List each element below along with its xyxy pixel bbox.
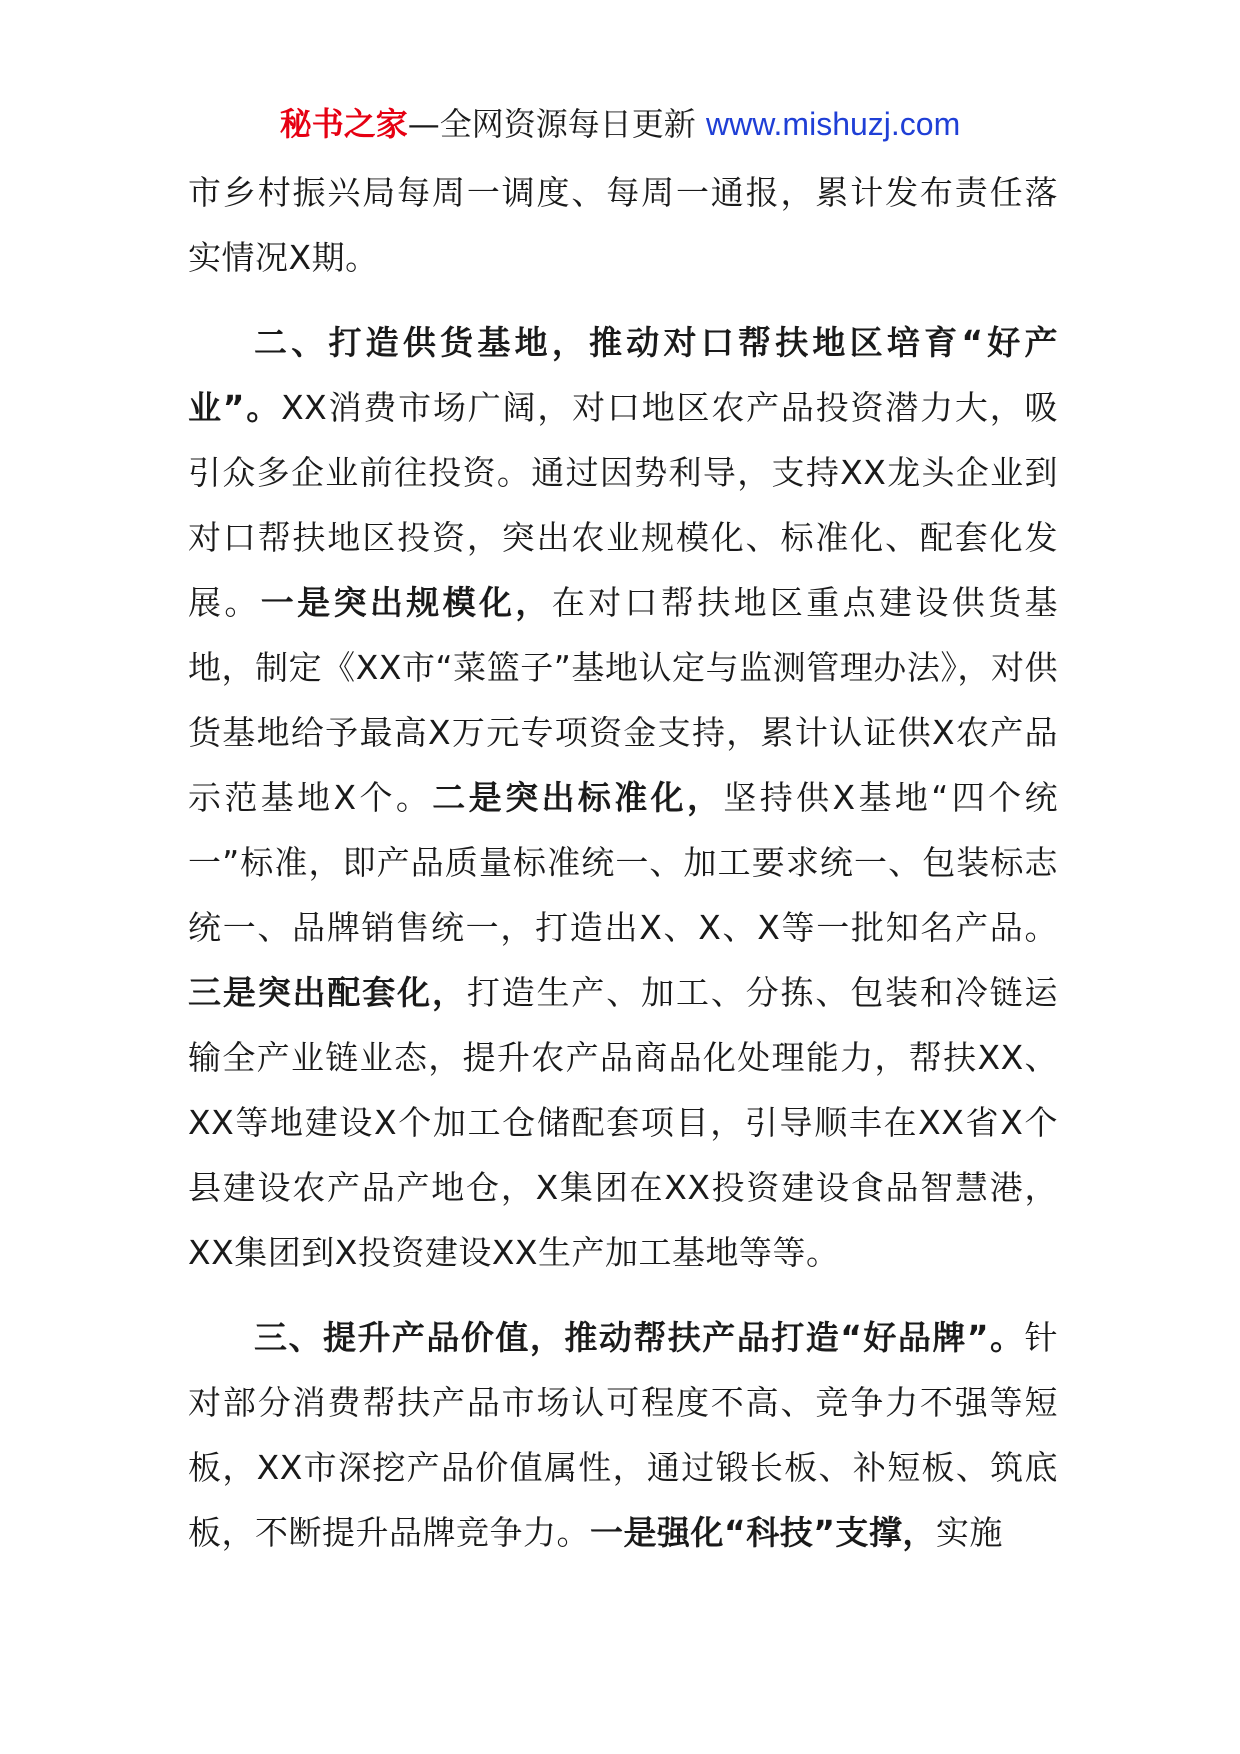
section-heading: 三、提升产品价值，推动帮扶产品打造“好品牌”。 <box>254 1318 1025 1357</box>
point-heading: 一是强化“科技”支撑， <box>590 1513 936 1552</box>
paragraph-text: XX消费市场广阔，对口地区农产品投资潜力大，吸引众多企业前往投资。通过因势利导，支持XX龙头企业到对口帮扶地区投资，突出农业规模化、标准化、配套化发展。 <box>188 388 1058 622</box>
point-heading: 二是突出标准化， <box>432 778 724 817</box>
paragraph-text: 坚持供X基地“四个统一”标准，即产品质量标准统一、加工要求统一、包装标志统一、品牌销售统一，打造出X、X、X等一批知名产品。 <box>188 778 1059 947</box>
brand-name: 秘书之家 <box>279 105 408 143</box>
point-heading: 一是突出规模化， <box>260 583 552 622</box>
paragraph-continuation <box>188 160 1058 290</box>
point-heading: 三是突出配套化， <box>188 973 467 1012</box>
paragraph-text: 实施 <box>935 1513 1003 1552</box>
paragraph-text: 在对口帮扶地区重点建设供货基地，制定《XX市“菜篮子”基地认定与监测管理办法》，对供货基地给予最高X万元专项资金支持，累计认证供X农产品示范基地X个。 <box>188 583 1059 817</box>
paragraph-section-three <box>188 1305 1058 1565</box>
site-header <box>0 102 1240 146</box>
paragraph-text: 针对部分消费帮扶产品市场认可程度不高、竞争力不强等短板，XX市深挖产品价值属性，通过锻长板、补短板、筑底板，不断提升品牌竞争力。 <box>188 1318 1058 1552</box>
document-body <box>188 160 1058 1565</box>
paragraph-text: 市乡村振兴局每周一调度、每周一通报，累计发布责任落实情况X期。 <box>188 173 1058 277</box>
paragraph-section-two <box>188 310 1058 1285</box>
site-url[interactable]: www.mishuzj.com <box>705 106 961 142</box>
paragraph-text: 打造生产、加工、分拣、包装和冷链运输全产业链业态，提升农产品商品化处理能力，帮扶XX、XX等地建设X个加工仓储配套项目，引导顺丰在XX省X个县建设农产品产地仓，X集团在XX投资建设食品智慧港，XX集团到X投资建设XX生产加工基地等等。 <box>188 973 1059 1272</box>
section-heading: 二、打造供货基地，推动对口帮扶地区培育“好产业”。 <box>188 323 1058 427</box>
header-tagline: —全网资源每日更新 <box>407 105 706 143</box>
